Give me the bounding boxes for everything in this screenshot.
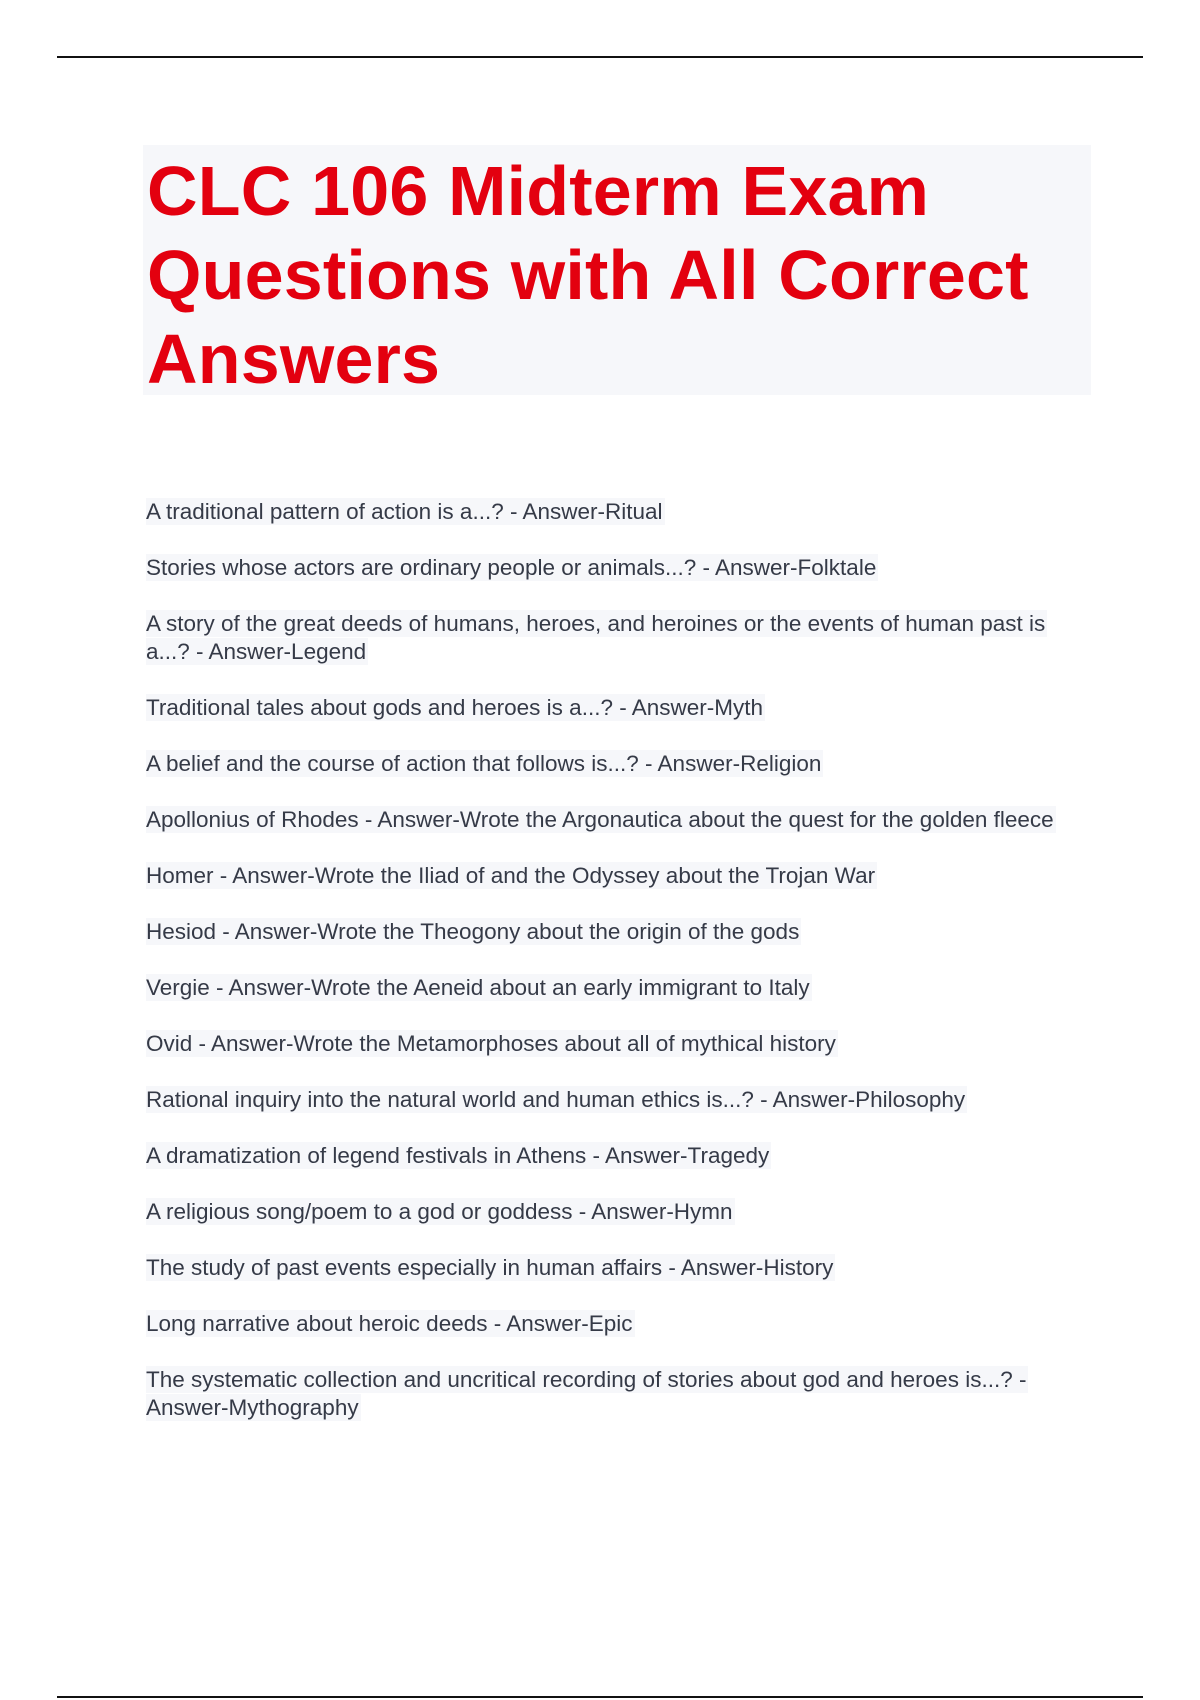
bottom-rule [57,1696,1143,1698]
qa-text: A traditional pattern of action is a...? - Answer-Ritual [146,499,663,524]
qa-text: Stories whose actors are ordinary people or animals...? - Answer-Folktale [146,555,877,580]
qa-item [146,918,1086,946]
qa-item [146,1310,1086,1338]
qa-text: Traditional tales about gods and heroes is a...? - Answer-Myth [146,695,763,720]
title-block [143,145,1091,398]
qa-text: The systematic collection and uncritical recording of stories about god and heroes is...? - Answer-Mythography [146,1367,1027,1420]
qa-text: A story of the great deeds of humans, heroes, and heroines or the events of human past is a...? - Answer-Legend [146,611,1046,664]
qa-item [146,1030,1086,1058]
qa-item [146,1366,1086,1422]
qa-item [146,1254,1086,1282]
qa-text: Vergie - Answer-Wrote the Aeneid about an early immigrant to Italy [146,975,810,1000]
qa-text: Ovid - Answer-Wrote the Metamorphoses about all of mythical history [146,1031,836,1056]
document-title: CLC 106 Midterm Exam Questions with All Correct Answers [147,152,1029,398]
top-rule [57,56,1143,58]
qa-item [146,750,1086,778]
qa-item [146,554,1086,582]
qa-text: Apollonius of Rhodes - Answer-Wrote the Argonautica about the quest for the golden fleece [146,807,1054,832]
qa-item [146,974,1086,1002]
qa-item [146,1086,1086,1114]
qa-list [146,498,1086,1450]
qa-text: Long narrative about heroic deeds - Answer-Epic [146,1311,633,1336]
qa-item [146,498,1086,526]
qa-text: Homer - Answer-Wrote the Iliad of and the Odyssey about the Trojan War [146,863,876,888]
qa-item [146,806,1086,834]
qa-text: A dramatization of legend festivals in Athens - Answer-Tragedy [146,1143,770,1168]
qa-item [146,1142,1086,1170]
qa-item [146,1198,1086,1226]
qa-text: The study of past events especially in human affairs - Answer-History [146,1255,834,1280]
qa-item [146,694,1086,722]
qa-item [146,862,1086,890]
qa-text: A religious song/poem to a god or goddess - Answer-Hymn [146,1199,733,1224]
qa-text: Rational inquiry into the natural world and human ethics is...? - Answer-Philosophy [146,1087,966,1112]
qa-item [146,610,1086,666]
qa-text: A belief and the course of action that follows is...? - Answer-Religion [146,751,822,776]
qa-text: Hesiod - Answer-Wrote the Theogony about the origin of the gods [146,919,800,944]
